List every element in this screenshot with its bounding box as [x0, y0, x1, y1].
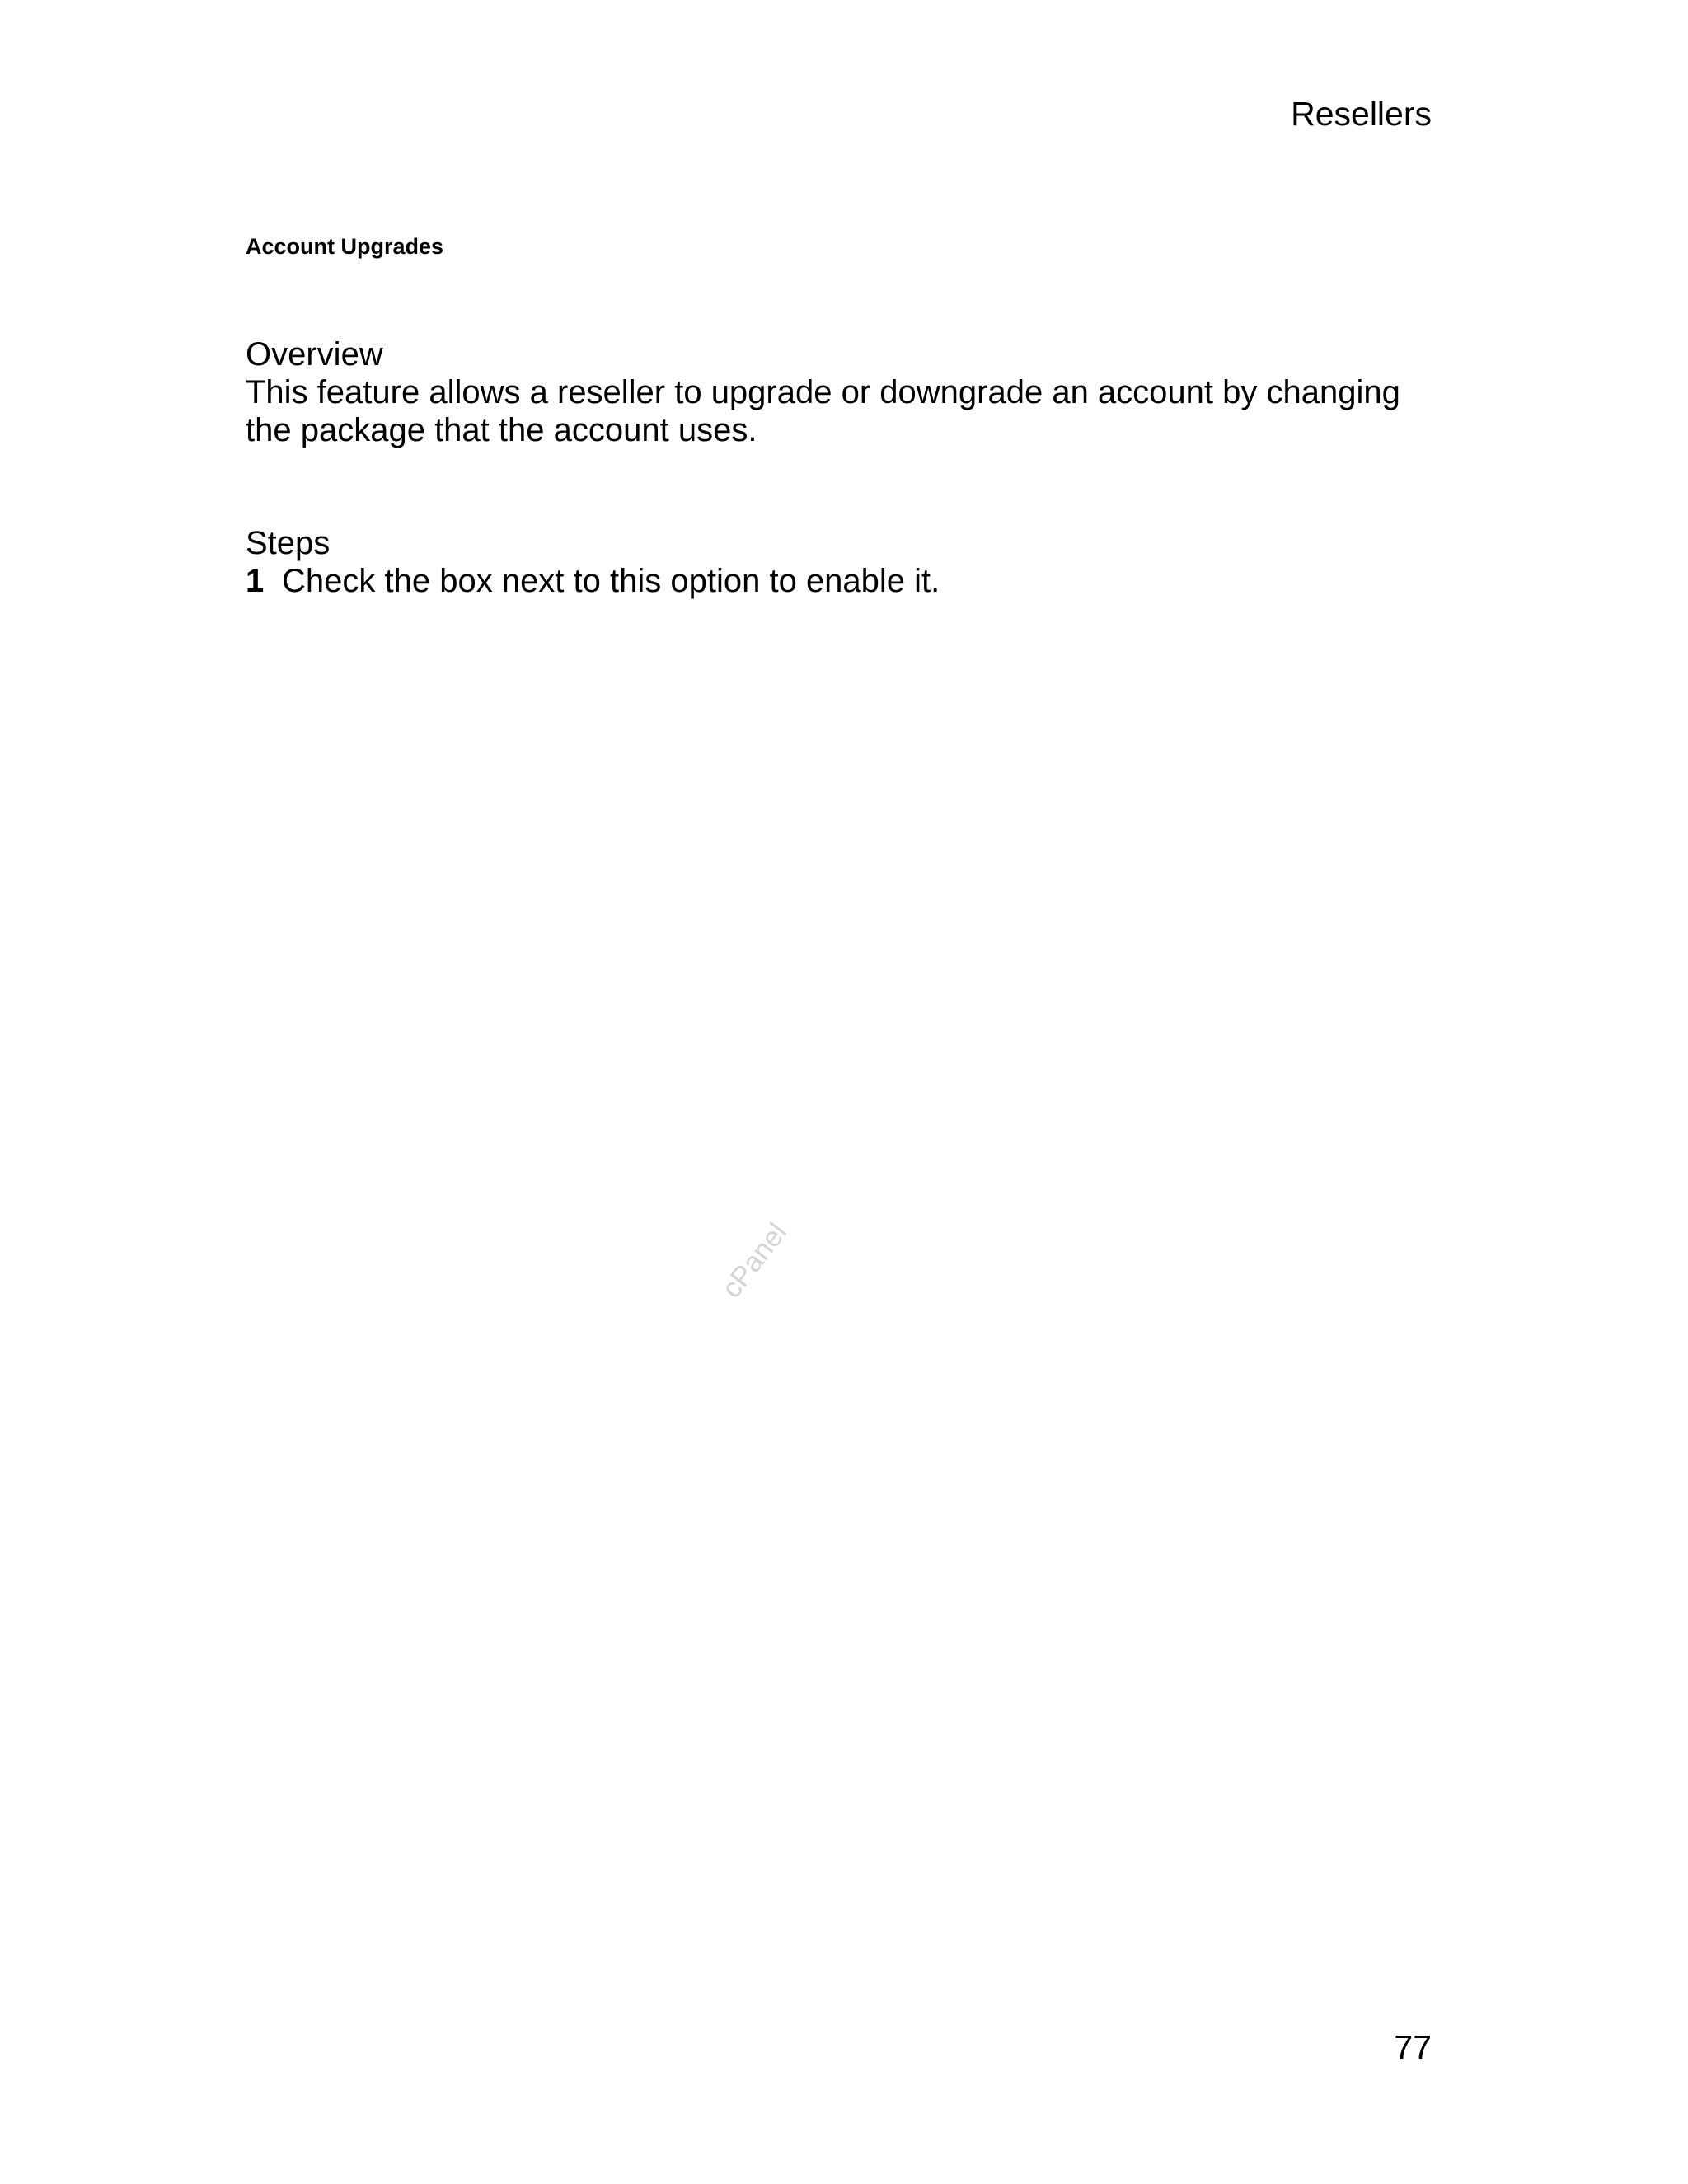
- watermark: cPanel: [715, 1216, 794, 1305]
- step-number: 1: [246, 563, 265, 599]
- running-header: Resellers: [1291, 95, 1432, 133]
- page-number: 77: [1394, 2028, 1432, 2066]
- steps-heading: Steps: [246, 525, 331, 561]
- steps-section: [246, 524, 1449, 600]
- section-title: Account Upgrades: [246, 234, 444, 259]
- step-text: Check the box next to this option to enable it.: [282, 563, 940, 599]
- step-item: [246, 562, 1449, 600]
- overview-section: [246, 335, 1449, 449]
- overview-text: This feature allows a reseller to upgrade or downgrade an account by changing the package that the account uses.: [246, 374, 1400, 448]
- overview-heading: Overview: [246, 336, 383, 373]
